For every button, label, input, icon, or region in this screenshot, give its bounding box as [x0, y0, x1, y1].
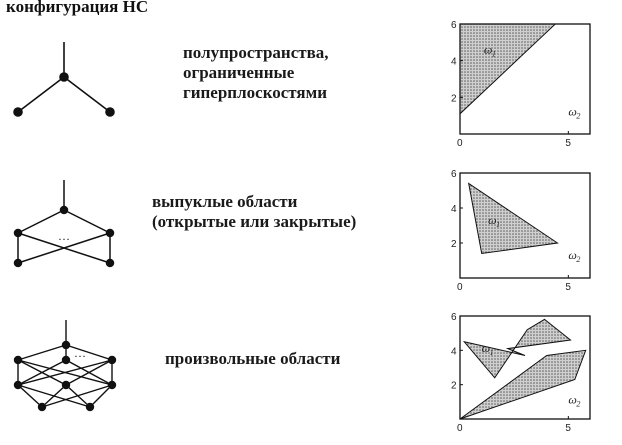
description-line: гиперплоскостями [183, 83, 328, 102]
class-label-omega2-subscript: 2 [576, 254, 581, 264]
class-label-omega1: ω [488, 212, 497, 227]
neuron-node [15, 260, 22, 267]
x-tick-label: 5 [565, 423, 571, 434]
neuron-node [63, 342, 70, 349]
network-ellipsis: … [58, 229, 70, 243]
decision-region-plot-half-spaces [440, 14, 610, 169]
y-tick-label: 6 [451, 312, 457, 323]
description-line: произвольные области [165, 349, 341, 368]
network-three-layer [15, 320, 116, 411]
neuron-node [87, 404, 94, 411]
description-line: выпуклые области [152, 192, 298, 211]
neuron-node [63, 357, 70, 364]
class-label-omega1-subscript: 1 [489, 348, 494, 358]
class-label-omega2: ω [568, 104, 577, 119]
x-tick-label: 5 [565, 282, 571, 293]
x-tick-label: 0 [457, 138, 463, 149]
class-region-omega1 [460, 24, 555, 114]
neuron-node [107, 260, 114, 267]
y-tick-label: 4 [451, 204, 457, 215]
y-tick-label: 4 [451, 346, 457, 358]
class-region-omega1 [469, 184, 558, 254]
neuron-node [63, 382, 70, 389]
x-tick-label: 5 [565, 138, 571, 149]
x-tick-label: 0 [457, 282, 463, 293]
neuron-node [15, 357, 22, 364]
decision-region-plot-convex [440, 161, 610, 316]
neuron-node [61, 207, 68, 214]
neuron-node [15, 382, 22, 389]
y-tick-label: 2 [451, 239, 457, 250]
y-tick-label: 6 [451, 20, 457, 31]
class-label-omega1-subscript: 1 [491, 49, 496, 59]
neuron-node [39, 404, 46, 411]
decision-region-plot-arbitrary [440, 304, 610, 444]
description-line: полупространства, [183, 43, 329, 62]
network-single-layer [14, 42, 114, 116]
y-tick-label: 2 [451, 380, 457, 392]
neuron-node [109, 357, 116, 364]
description-line: ограниченные [183, 63, 295, 82]
y-tick-label: 2 [451, 93, 457, 105]
class-label-omega1-subscript: 1 [496, 219, 501, 229]
neuron-node [109, 382, 116, 389]
class-label-omega2: ω [568, 247, 577, 262]
class-label-omega1: ω [481, 341, 491, 356]
class-label-omega2: ω [568, 392, 577, 407]
x-tick-label: 0 [457, 423, 463, 434]
description-line: (открытые или закрытые) [152, 212, 357, 231]
class-label-omega2-subscript: 2 [576, 399, 581, 409]
page-title: конфигурация НС [6, 0, 149, 16]
network-two-layer [15, 180, 114, 267]
y-tick-label: 6 [451, 169, 457, 180]
y-tick-label: 4 [451, 56, 457, 68]
neuron-node [107, 230, 114, 237]
class-label-omega2-subscript: 2 [576, 111, 581, 121]
neuron-node [14, 108, 22, 116]
neuron-node [106, 108, 114, 116]
network-ellipsis: … [74, 346, 86, 360]
neuron-node [60, 73, 68, 81]
class-label-omega1: ω [483, 42, 493, 57]
class-region-omega1 [460, 350, 586, 419]
neuron-node [15, 230, 22, 237]
